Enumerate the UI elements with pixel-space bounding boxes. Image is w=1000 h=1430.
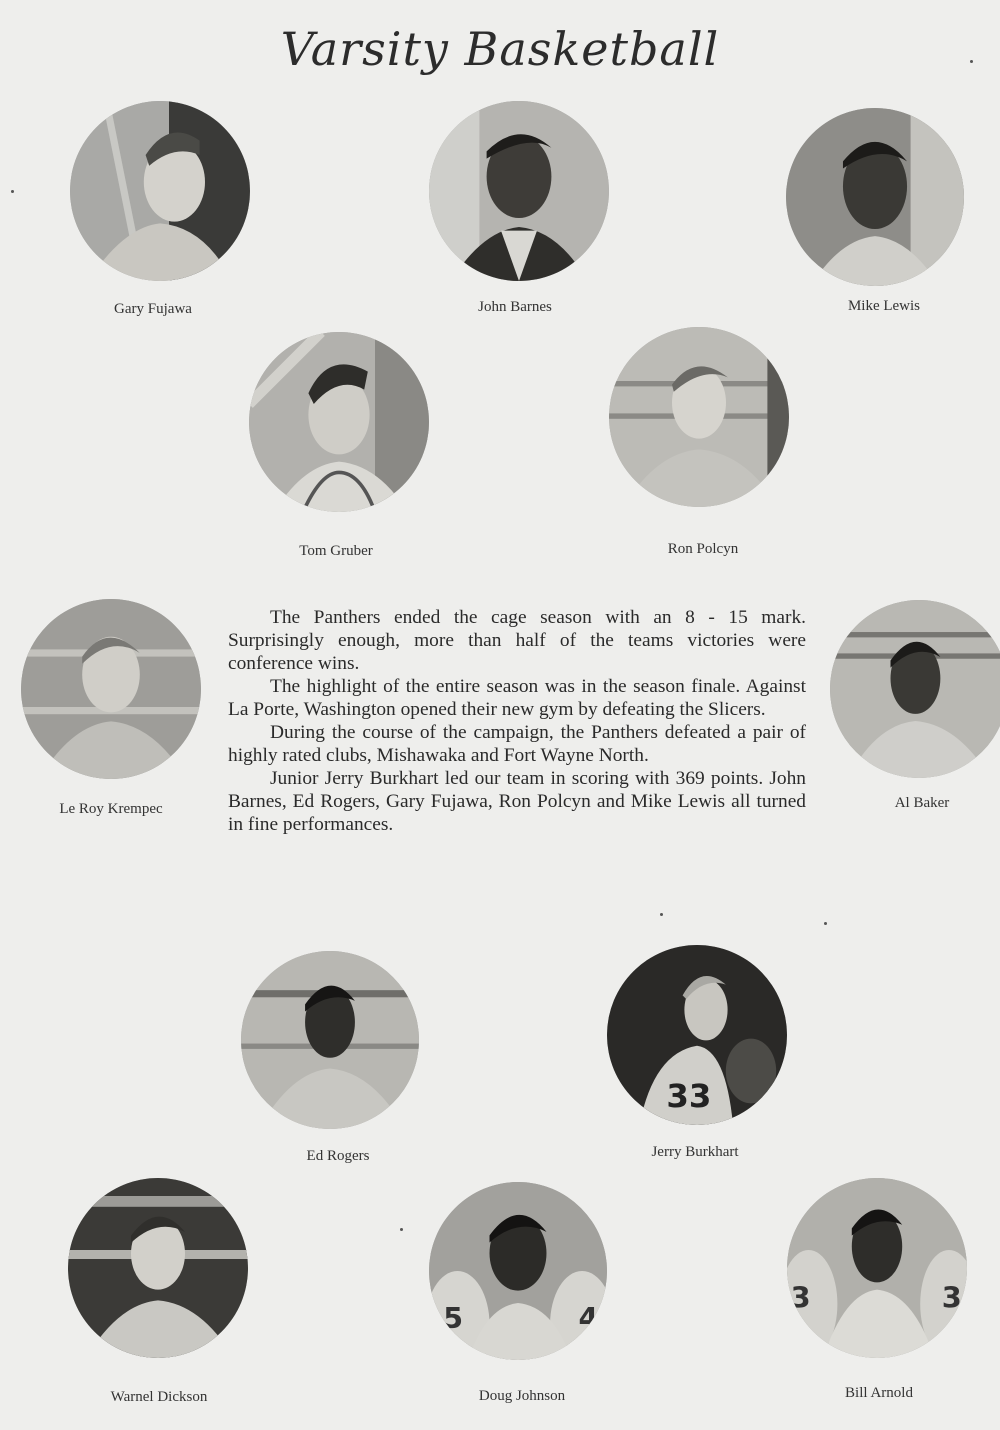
jersey-number: 3 xyxy=(941,1280,962,1315)
paper-speck xyxy=(400,1228,403,1231)
player-photo-john-barnes xyxy=(429,101,609,281)
player-name: Le Roy Krempec xyxy=(59,801,163,817)
player-name: Mike Lewis xyxy=(847,298,921,314)
player-photo-jerry-burkhart xyxy=(607,945,787,1125)
player-name: Ed Rogers xyxy=(306,1148,370,1164)
player-name: Bill Arnold xyxy=(845,1385,913,1401)
season-summary xyxy=(228,606,806,836)
jersey-number: 4 xyxy=(578,1301,599,1335)
jersey-number: 3 xyxy=(790,1280,811,1315)
player-photo-tom-gruber xyxy=(249,332,429,512)
paragraph: During the course of the campaign, the Panthers defeated a pair of highly rated clubs, Mishawaka and Fort Wayne North. xyxy=(228,722,806,766)
player-name: Gary Fujawa xyxy=(114,301,192,317)
player-name: John Barnes xyxy=(478,299,552,315)
player-name: Warnel Dickson xyxy=(110,1389,208,1405)
player-photo-gary-fujawa xyxy=(70,101,250,281)
paragraph: The highlight of the entire season was in the season finale. Against La Porte, Washington opened their new gym by defeating the Slicers. xyxy=(228,676,806,720)
player-name: Ron Polcyn xyxy=(667,541,739,557)
player-name: Doug Johnson xyxy=(478,1388,566,1404)
paper-speck xyxy=(824,922,827,925)
page-title: Varsity Basketball xyxy=(280,22,720,76)
player-photo-al-baker xyxy=(830,600,1000,778)
player-photo-ron-polcyn xyxy=(609,327,789,507)
paper-speck xyxy=(660,913,663,916)
player-photo-warnel-dickson xyxy=(68,1178,248,1358)
player-photo-bill-arnold xyxy=(787,1178,967,1358)
player-photo-le-roy-krempec xyxy=(21,599,201,779)
player-name: Al Baker xyxy=(894,795,950,811)
player-name: Tom Gruber xyxy=(299,543,373,559)
player-photo-mike-lewis xyxy=(786,108,964,286)
jersey-number: 33 xyxy=(666,1077,712,1115)
player-photo-doug-johnson xyxy=(429,1182,607,1360)
player-photo-ed-rogers xyxy=(241,951,419,1129)
paragraph: Junior Jerry Burkhart led our team in scoring with 369 points. John Barnes, Ed Rogers, Gary Fujawa, Ron Polcyn and Mike Lewis all turned in fine performances. xyxy=(228,768,806,835)
player-name: Jerry Burkhart xyxy=(651,1144,739,1160)
jersey-number: 5 xyxy=(443,1301,464,1335)
paper-speck xyxy=(11,190,14,193)
paper-speck xyxy=(970,60,973,63)
paragraph: The Panthers ended the cage season with an 8 - 15 mark. Surprisingly enough, more than half of the teams victories were conference wins. xyxy=(228,607,806,674)
